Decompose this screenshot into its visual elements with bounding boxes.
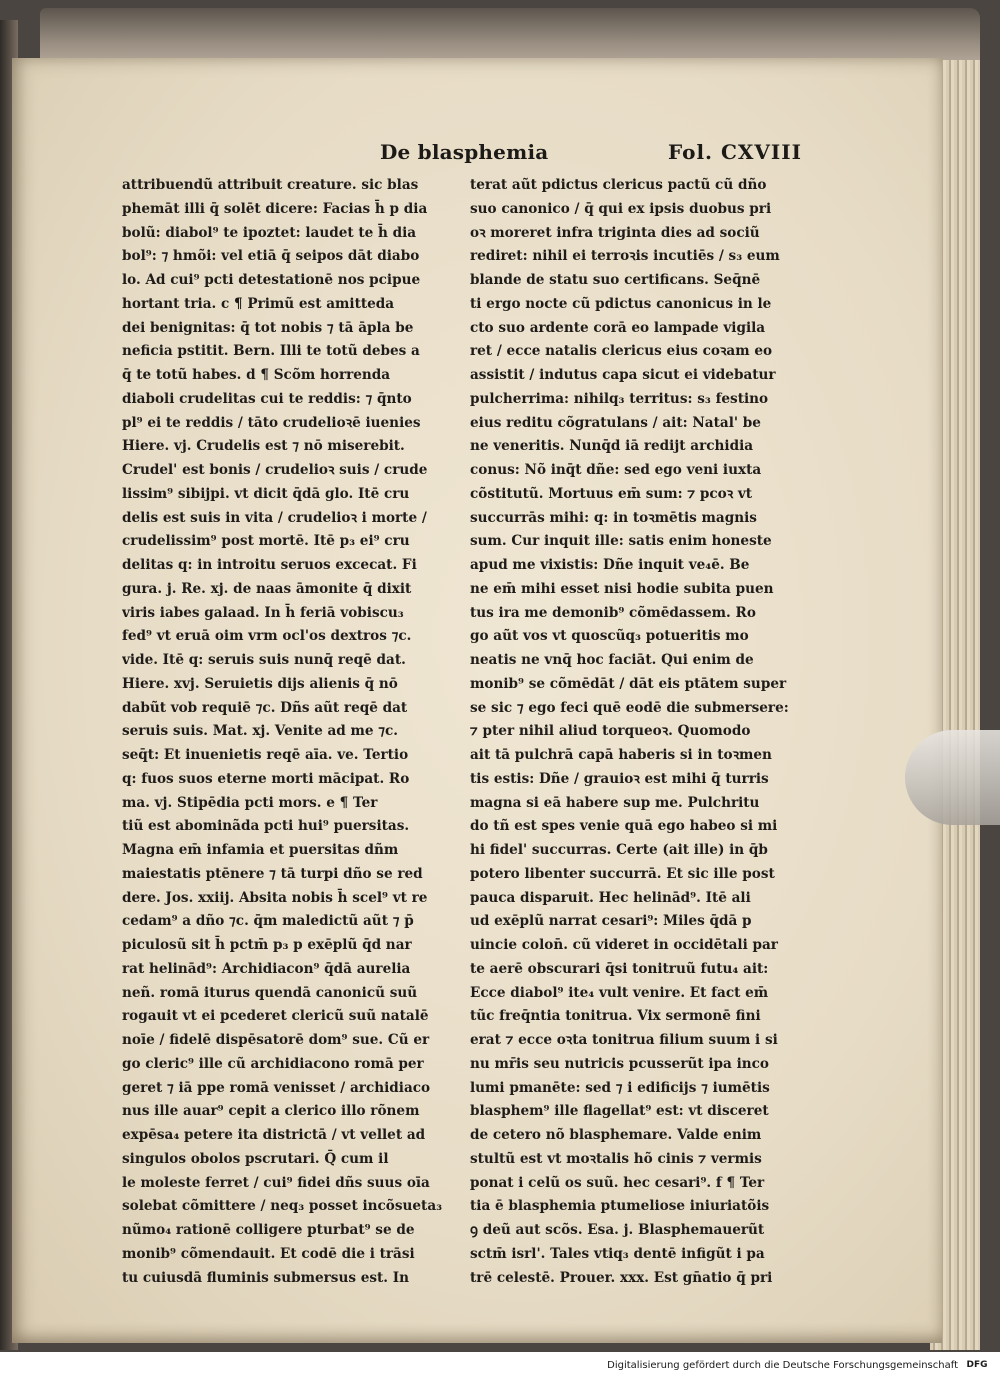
text-line: fed⁹ vt eruā oim vrm ocl'os dextros ⁊c. [122,628,412,645]
text-line: gura. j. Re. xj. de naas āmonite q̄ dixit [122,580,412,597]
text-line: nu mr̄is seu nutricis pcusserũt ipa inco [470,1055,769,1072]
text-line: q: fuos suos eterne morti mācipat. Ro [122,770,410,787]
text-line: tu cuiusdā fluminis submersus est. In [122,1269,409,1286]
text-line: neatis ne vnq̄ hoc faciāt. Qui enim de [470,652,754,668]
text-line: ait tā pulchrā capā haberis si in toꝛmen [470,747,772,763]
text-line: succurrās mihi: q: in toꝛmētis magnis [470,509,757,526]
text-line: bolũ: diabol⁹ te ipoztet: laudet te h̄ dia [122,224,417,241]
text-line: dei benignitas: q̄ tot nobis ⁊ tā āpla be [122,319,414,336]
text-line: conus: Nõ inq̄t dñe: sed ego veni iuxta [470,462,762,478]
running-title: De blasphemia [380,140,549,164]
text-line: ti ergo nocte cũ pdictus canonicus in le [470,295,772,312]
text-line: go aũt vos vt quoscũq₃ potueritis mo [470,628,749,645]
text-line: hi fidel' succurras. Certe (ait ille) in q̄b [470,842,768,858]
text-line: te aerē obscurari q̄si tonitruũ futu₄ ait: [470,960,769,977]
text-line: blande de statu suo certificans. Seq̄nē [470,272,761,288]
text-line: Ecce diabol⁹ ite₄ vult venire. Et fact em̄ [470,984,769,1001]
text-line: potero libenter succurrā. Et sic ille post [470,865,775,882]
text-line: phemāt illi q̄ solēt dicere: Facias h̄ p dia [122,200,428,217]
text-line: tiũ est abominãda pcti hui⁹ puersitas. [122,818,410,835]
text-line: lumi pmanēte: sed ⁊ i edificijs ⁊ iumētis [470,1079,770,1096]
text-line: eius reditu cõgratulans / ait: Natal' be [470,414,761,431]
text-line: sum. Cur inquit ille: satis enim honeste [470,533,772,550]
text-line: magna si eā habere sup me. Pulchritu [470,794,760,811]
text-line: blasphem⁹ ille flagellat⁹ est: vt disceret [470,1103,769,1120]
text-line: rat helinād⁹: Archidiacon⁹ q̄dā aurelia [122,960,411,977]
text-line: pl⁹ ei te reddis / tāto crudelioꝛē iuenies [122,414,421,431]
text-line: hortant tria. c ¶ Primũ est amitteda [122,295,395,312]
text-line: dere. Jos. xxiij. Absita nobis h̄ scel⁹ vt re [122,889,428,906]
text-line: delitas q: in introitu seruos excecat. Fi [122,557,417,573]
text-line: attribuendũ attribuit creature. sic blas [122,177,419,193]
folio-number: Fol. CXVIII [668,140,802,164]
text-line: viris iabes galaad. In h̄ feriā vobiscu₃ [122,604,404,621]
text-line: seq̄t: Et inuenietis reqē aīa. ve. Tertio [122,747,409,763]
text-line: neficia pstitit. Bern. Illi te totũ debes a [122,343,420,360]
text-line: piculosũ sit h̄ pctm̄ p₃ p exēplũ q̄d nar [122,937,412,953]
text-line: Magna em̄ infamia et puersitas dñm [122,842,399,858]
text-line: neñ. romā iturus quendā canonicũ suũ [122,984,418,1001]
text-line: trē celestē. Prouer. xxx. Est gn̄atio q̄ pri [470,1269,773,1286]
text-line: nus ille auar⁹ cepit a clerico illo rõnem [122,1103,420,1120]
text-line: nũmo₄ rationē colligere pturbat⁹ se de [122,1222,415,1238]
text-line: lo. Ad cui⁹ pcti detestationē nos pcipue [122,272,421,288]
text-line: ud exēplũ narrat cesari⁹: Miles q̄dā p [470,913,752,930]
text-column-left [122,174,467,1290]
text-line: le moleste ferret / cui⁹ fidei dñs suus oīa [122,1174,430,1191]
text-line: ret / ecce natalis clericus eius coꝛam eo [470,343,773,360]
text-line: expēsa₄ petere ita districtā / vt vellet ad [122,1127,426,1143]
page-marker-tab [905,730,1000,825]
text-line: Hiere. xvj. Seruietis dijs alienis q̄ nō [122,675,398,692]
text-line: noīe / fidelē dispēsatorē dom⁹ sue. Cũ er [122,1032,430,1048]
text-line: maiestatis ptēnere ⁊ tā turpi dño se red [122,865,423,882]
text-line: tia ē blasphemia ptumeliose iniuriatõis [470,1198,770,1215]
text-line: ma. vj. Stipēdia pcti mors. e ¶ Ter [122,794,378,811]
text-line: pauca disparuit. Hec helinād⁹. Itē ali [470,889,751,906]
text-line: cõstitutũ. Mortuus em̄ sum: ⁊ pcoꝛ vt [470,485,753,502]
text-line: ne em̄ mihi esset nisi hodie subita puen [470,580,774,597]
text-line: terat aũt pdictus clericus pactũ cũ dño [470,177,767,193]
text-line: Crudel' est bonis / crudelioꝛ suis / crude [122,462,428,478]
text-line: tus ira me demonib⁹ cõmēdassem. Ro [470,604,756,621]
text-line: diaboli crudelitas cui te reddis: ⁊ q̄nto [122,390,412,407]
text-line: geret ⁊ iā ppe romā venisset / archidiaco [122,1079,431,1096]
text-line: Hiere. vj. Crudelis est ⁊ nō miserebit. [122,438,405,455]
text-line: uincie colon̄. cũ videret in occidētali par [470,937,778,953]
text-line: cedam⁹ a dño ⁊c. q̄m maledictũ aũt ⁊ p̄ [122,913,414,930]
text-line: monib⁹ se cõmēdāt / dāt eis ptātem super [470,675,787,692]
text-line: rediret: nihil ei terroꝛis incutiēs / s₃ eum [470,248,780,265]
text-line: se sic ⁊ ego feci quē eodē die submersere: [470,699,789,716]
text-line: erat ⁊ ecce oꝛta tonitrua filium suum i si [470,1032,778,1048]
text-column-right [470,174,815,1290]
text-line: assistit / indutus capa sicut ei videbatur [470,367,776,383]
text-line: lissim⁹ sibijpi. vt dicit q̄dā glo. Itē cru [122,485,410,502]
text-line: tũc freq̄ntia tonitrua. Vix sermonē fini [470,1008,761,1025]
text-line: singulos obolos pscrutari. Q̄ cum il [122,1150,389,1167]
text-line: q̄ te totũ habes. d ¶ Scõm horrenda [122,367,391,383]
text-line: cto suo ardente corā eo lampade vigila [470,319,766,336]
text-line: ne veneritis. Nunq̄d iā redijt archidia [470,438,754,455]
text-line: pulcherrima: nihilq₃ territus: s₃ festino [470,390,769,407]
text-line: ꝯ deũ aut scõs. Esa. j. Blasphemauerũt [470,1222,765,1238]
text-line: go cleric⁹ ille cũ archidiacono romā per [122,1055,424,1072]
text-line: ponat i celũ os suũ. hec cesari⁹. f ¶ Ter [470,1174,765,1191]
text-line: monib⁹ cõmendauit. Et codē die i trāsi [122,1245,415,1262]
text-line: seruis suis. Mat. xj. Venite ad me ⁊c. [122,723,399,740]
text-line: oꝛ moreret infra triginta dies ad sociũ [470,224,760,241]
text-line: suo canonico / q̄ qui ex ipsis duobus pri [470,200,772,217]
text-line: sctm̄ isrl'. Tales vtiq₃ dentē infigũt i pa [470,1245,765,1262]
funding-note: Digitalisierung gefördert durch die Deutsche Forschungsgemeinschaft [607,1360,958,1371]
text-line: ⁊ pter nihil aliud torqueoꝛ. Quomodo [470,723,751,740]
text-line: bol⁹: ⁊ hmõi: vel etiā q̄ seipos dāt diabo [122,248,420,265]
text-line: de cetero nõ blasphemare. Valde enim [470,1127,762,1143]
dfg-logo: DFG [966,1360,988,1370]
text-line: do tñ est spes venie quā ego habeo si mi [470,818,778,835]
text-line: delis est suis in vita / crudelioꝛ i morte / [122,509,427,526]
text-line: vide. Itē q: seruis suis nunq̄ reqē dat. [122,652,406,668]
text-line: rogauit vt ei pcederet clericũ suũ natalē [122,1008,429,1025]
footer-bar [0,1352,1000,1378]
text-line: crudelissim⁹ post mortē. Itē p₃ ei⁹ cru [122,533,410,550]
text-line: solebat cõmittere / neq₃ posset incõsueta₃ [122,1198,443,1215]
text-line: apud me vixistis: Dñe inquit ve₄ē. Be [470,557,750,573]
text-line: stultũ est vt moꝛtalis hõ cinis ⁊ vermis [470,1150,762,1167]
text-line: dabũt vob requiē ⁊c. Dñs aũt reqē dat [122,699,408,716]
text-line: tis estis: Dñe / grauioꝛ est mihi q̄ turris [470,770,769,787]
